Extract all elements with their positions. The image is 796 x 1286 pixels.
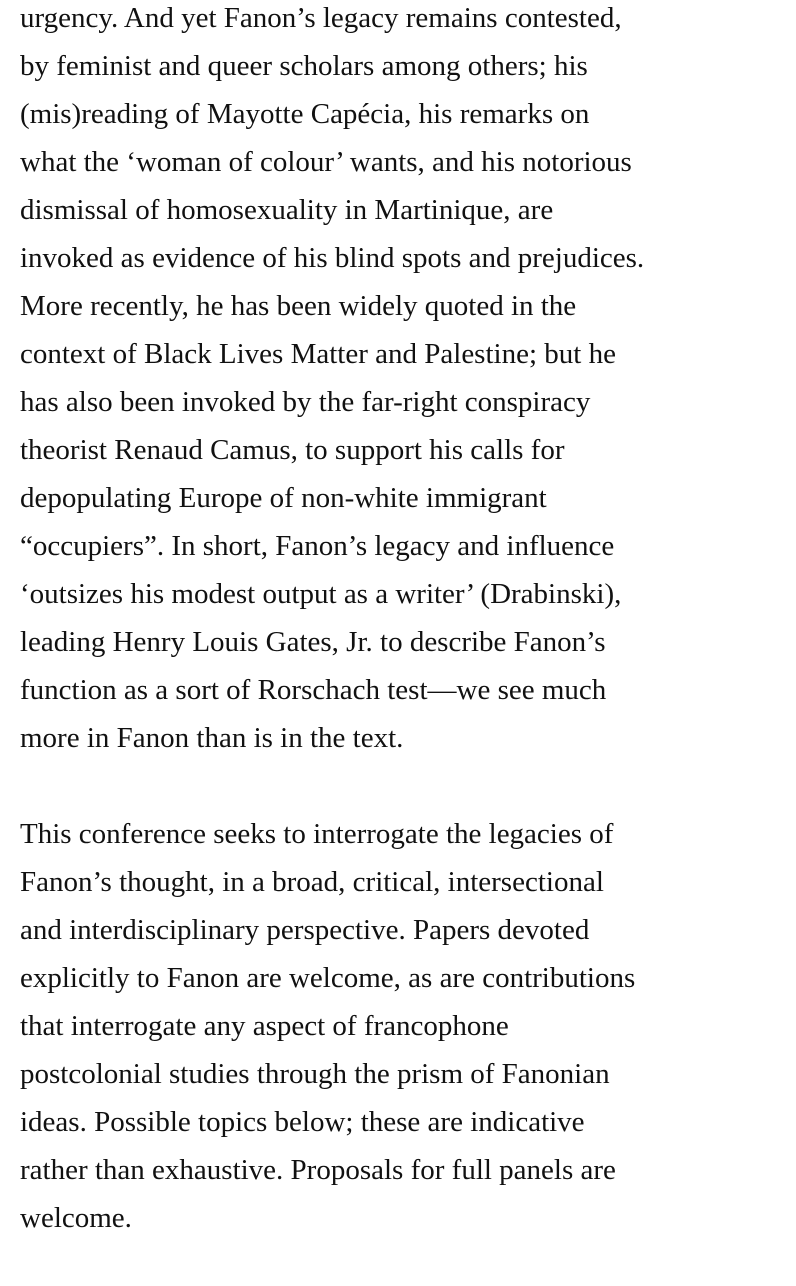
text-line: rather than exhaustive. Proposals for full panels are xyxy=(20,1154,616,1186)
text-line: context of Black Lives Matter and Palestine; but he xyxy=(20,338,616,370)
text-line: dismissal of homosexuality in Martinique, are xyxy=(20,194,554,226)
text-line: postcolonial studies through the prism of Fanonian xyxy=(20,1058,610,1090)
text-line: explicitly to Fanon are welcome, as are contributions xyxy=(20,962,636,994)
text-line: has also been invoked by the far-right conspiracy xyxy=(20,386,591,418)
text-line: more in Fanon than is in the text. xyxy=(20,722,404,754)
text-line: what the ‘woman of colour’ wants, and his notorious xyxy=(20,146,632,178)
text-line: ideas. Possible topics below; these are indicative xyxy=(20,1106,585,1138)
text-line: and interdisciplinary perspective. Papers devoted xyxy=(20,914,590,946)
text-line: welcome. xyxy=(20,1202,132,1234)
text-line: More recently, he has been widely quoted in the xyxy=(20,290,577,322)
text-line: ‘outsizes his modest output as a writer’ (Drabinski), xyxy=(20,578,622,610)
text-line: leading Henry Louis Gates, Jr. to describe Fanon’s xyxy=(20,626,606,658)
text-line: This conference seeks to interrogate the legacies of xyxy=(20,818,614,850)
text-line: urgency. And yet Fanon’s legacy remains contested, xyxy=(20,2,622,34)
text-line: depopulating Europe of non-white immigrant xyxy=(20,482,547,514)
text-line: function as a sort of Rorschach test—we see much xyxy=(20,674,607,706)
paragraph-conference-scope xyxy=(20,810,790,1242)
text-line: Fanon’s thought, in a broad, critical, intersectional xyxy=(20,866,604,898)
text-line: theorist Renaud Camus, to support his calls for xyxy=(20,434,565,466)
text-line: by feminist and queer scholars among others; his xyxy=(20,50,588,82)
text-line: (mis)reading of Mayotte Capécia, his remarks on xyxy=(20,98,590,130)
article-body xyxy=(20,0,790,1242)
paragraph-fanon-legacy xyxy=(20,0,790,762)
text-line: “occupiers”. In short, Fanon’s legacy and influence xyxy=(20,530,615,562)
text-line: invoked as evidence of his blind spots and prejudices. xyxy=(20,242,645,274)
text-line: that interrogate any aspect of francophone xyxy=(20,1010,509,1042)
